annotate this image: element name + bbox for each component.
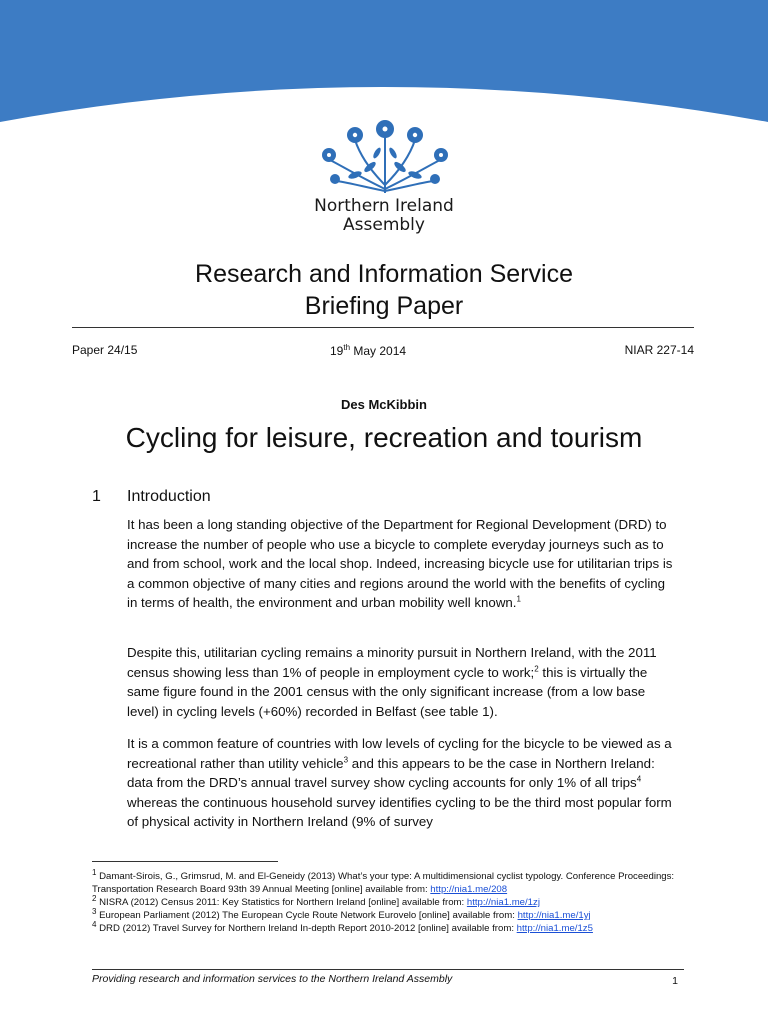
assembly-logo-icon [315,115,455,195]
footnote-divider [92,861,278,862]
paper-date [330,343,406,358]
paragraph-3-text-a: It is a common feature of countries with low levels of cycling for the bicycle to be viewed as a recreational rather than utility vehicle [127,736,672,771]
footnote-ref-2[interactable]: 2 [534,664,539,674]
footnote-number: 2 [92,893,97,903]
footnote-4 [92,919,682,935]
header-band [0,0,768,130]
section-title: Introduction [127,488,211,505]
logo-text-line1: Northern Ireland [314,196,454,216]
niar-reference: NIAR 227-14 [624,343,694,357]
paragraph-2 [127,643,675,721]
footnote-number: 4 [92,919,97,929]
footnote-link[interactable]: http://nia1.me/208 [430,884,508,895]
author-name: Des McKibbin [341,397,427,412]
service-title-line1: Research and Information Service [195,260,573,288]
section-number: 1 [92,488,101,505]
service-title-line2: Briefing Paper [304,292,464,320]
footer-divider [92,969,684,970]
paragraph-3 [127,734,675,832]
paragraph-2-text-b: this is virtually the same figure found in the 2001 census with the only significant increase (from a low base level) in cycling levels (+60%) recorded in Belfast (see table 1). [127,664,648,719]
date-rest: May 2014 [350,344,407,358]
footnote-2 [92,893,682,909]
footnote-ref-4[interactable]: 4 [636,774,642,784]
footnote-text: NISRA (2012) Census 2011: Key Statistics for Northern Ireland [online] available from: [96,897,467,908]
title-divider [72,327,694,328]
footnote-ref-1[interactable]: 1 [516,594,521,604]
footnote-link[interactable]: http://nia1.me/1yj [517,910,591,921]
paragraph-2-text-a: Despite this, utilitarian cycling remains a minority pursuit in Northern Ireland, with the 2011 census showing less than 1% of people in employment cycle to work; [127,645,657,680]
paragraph-1-text: It has been a long standing objective of the Department for Regional Development (DRD) to increase the number of people who use a bicycle to complete everyday journeys such as to and from school, work and the local shop. Indeed, increasing bicycle use for utilitarian trips is a common objective of many cities and regions around the world with the benefits of cycling in terms of health, the environment and urban mobility well known. [127,517,673,611]
footnote-text: Damant-Sirois, G., Grimsrud, M. and El-Geneidy (2013) What’s your type: A multidimensional cyclist typology. Conference Proceedings: Transportation Research Board 93th 39 Annual Meeting [online] available from: [92,871,675,895]
footnote-1 [92,867,682,896]
paper-number: Paper 24/15 [72,343,138,357]
footer-text: Providing research and information services to the Northern Ireland Assembly [92,973,453,985]
footnote-number: 3 [92,906,97,916]
footnotes [92,867,682,935]
paragraph-3-text-c: whereas the continuous household survey identifies cycling to be the third most popular form of physical activity in Northern Ireland (9% of survey [127,794,672,830]
logo-text-line2: Assembly [343,215,425,235]
page-number: 1 [672,975,678,987]
footnote-text: European Parliament (2012) The European Cycle Route Network Eurovelo [online] available from: [96,910,518,921]
paragraph-3-text-b: and this appears to be the case in Northern Ireland: data from the DRD’s annual travel survey show cycling accounts for only 1% of all trips [127,755,655,791]
footnote-link[interactable]: http://nia1.me/1z5 [516,923,593,934]
paragraph-1 [127,515,675,613]
header-band-shape [0,0,768,122]
footnote-ref-3[interactable]: 3 [343,755,349,765]
footnote-link[interactable]: http://nia1.me/1zj [466,897,540,908]
document-title: Cycling for leisure, recreation and tourism [125,422,643,453]
footnote-3 [92,906,682,922]
footnote-number: 1 [92,867,97,877]
date-day: 19 [330,344,344,358]
date-suffix: th [343,343,351,352]
footnote-text: DRD (2012) Travel Survey for Northern Ireland In-depth Report 2010-2012 [online] available from: [96,923,517,934]
